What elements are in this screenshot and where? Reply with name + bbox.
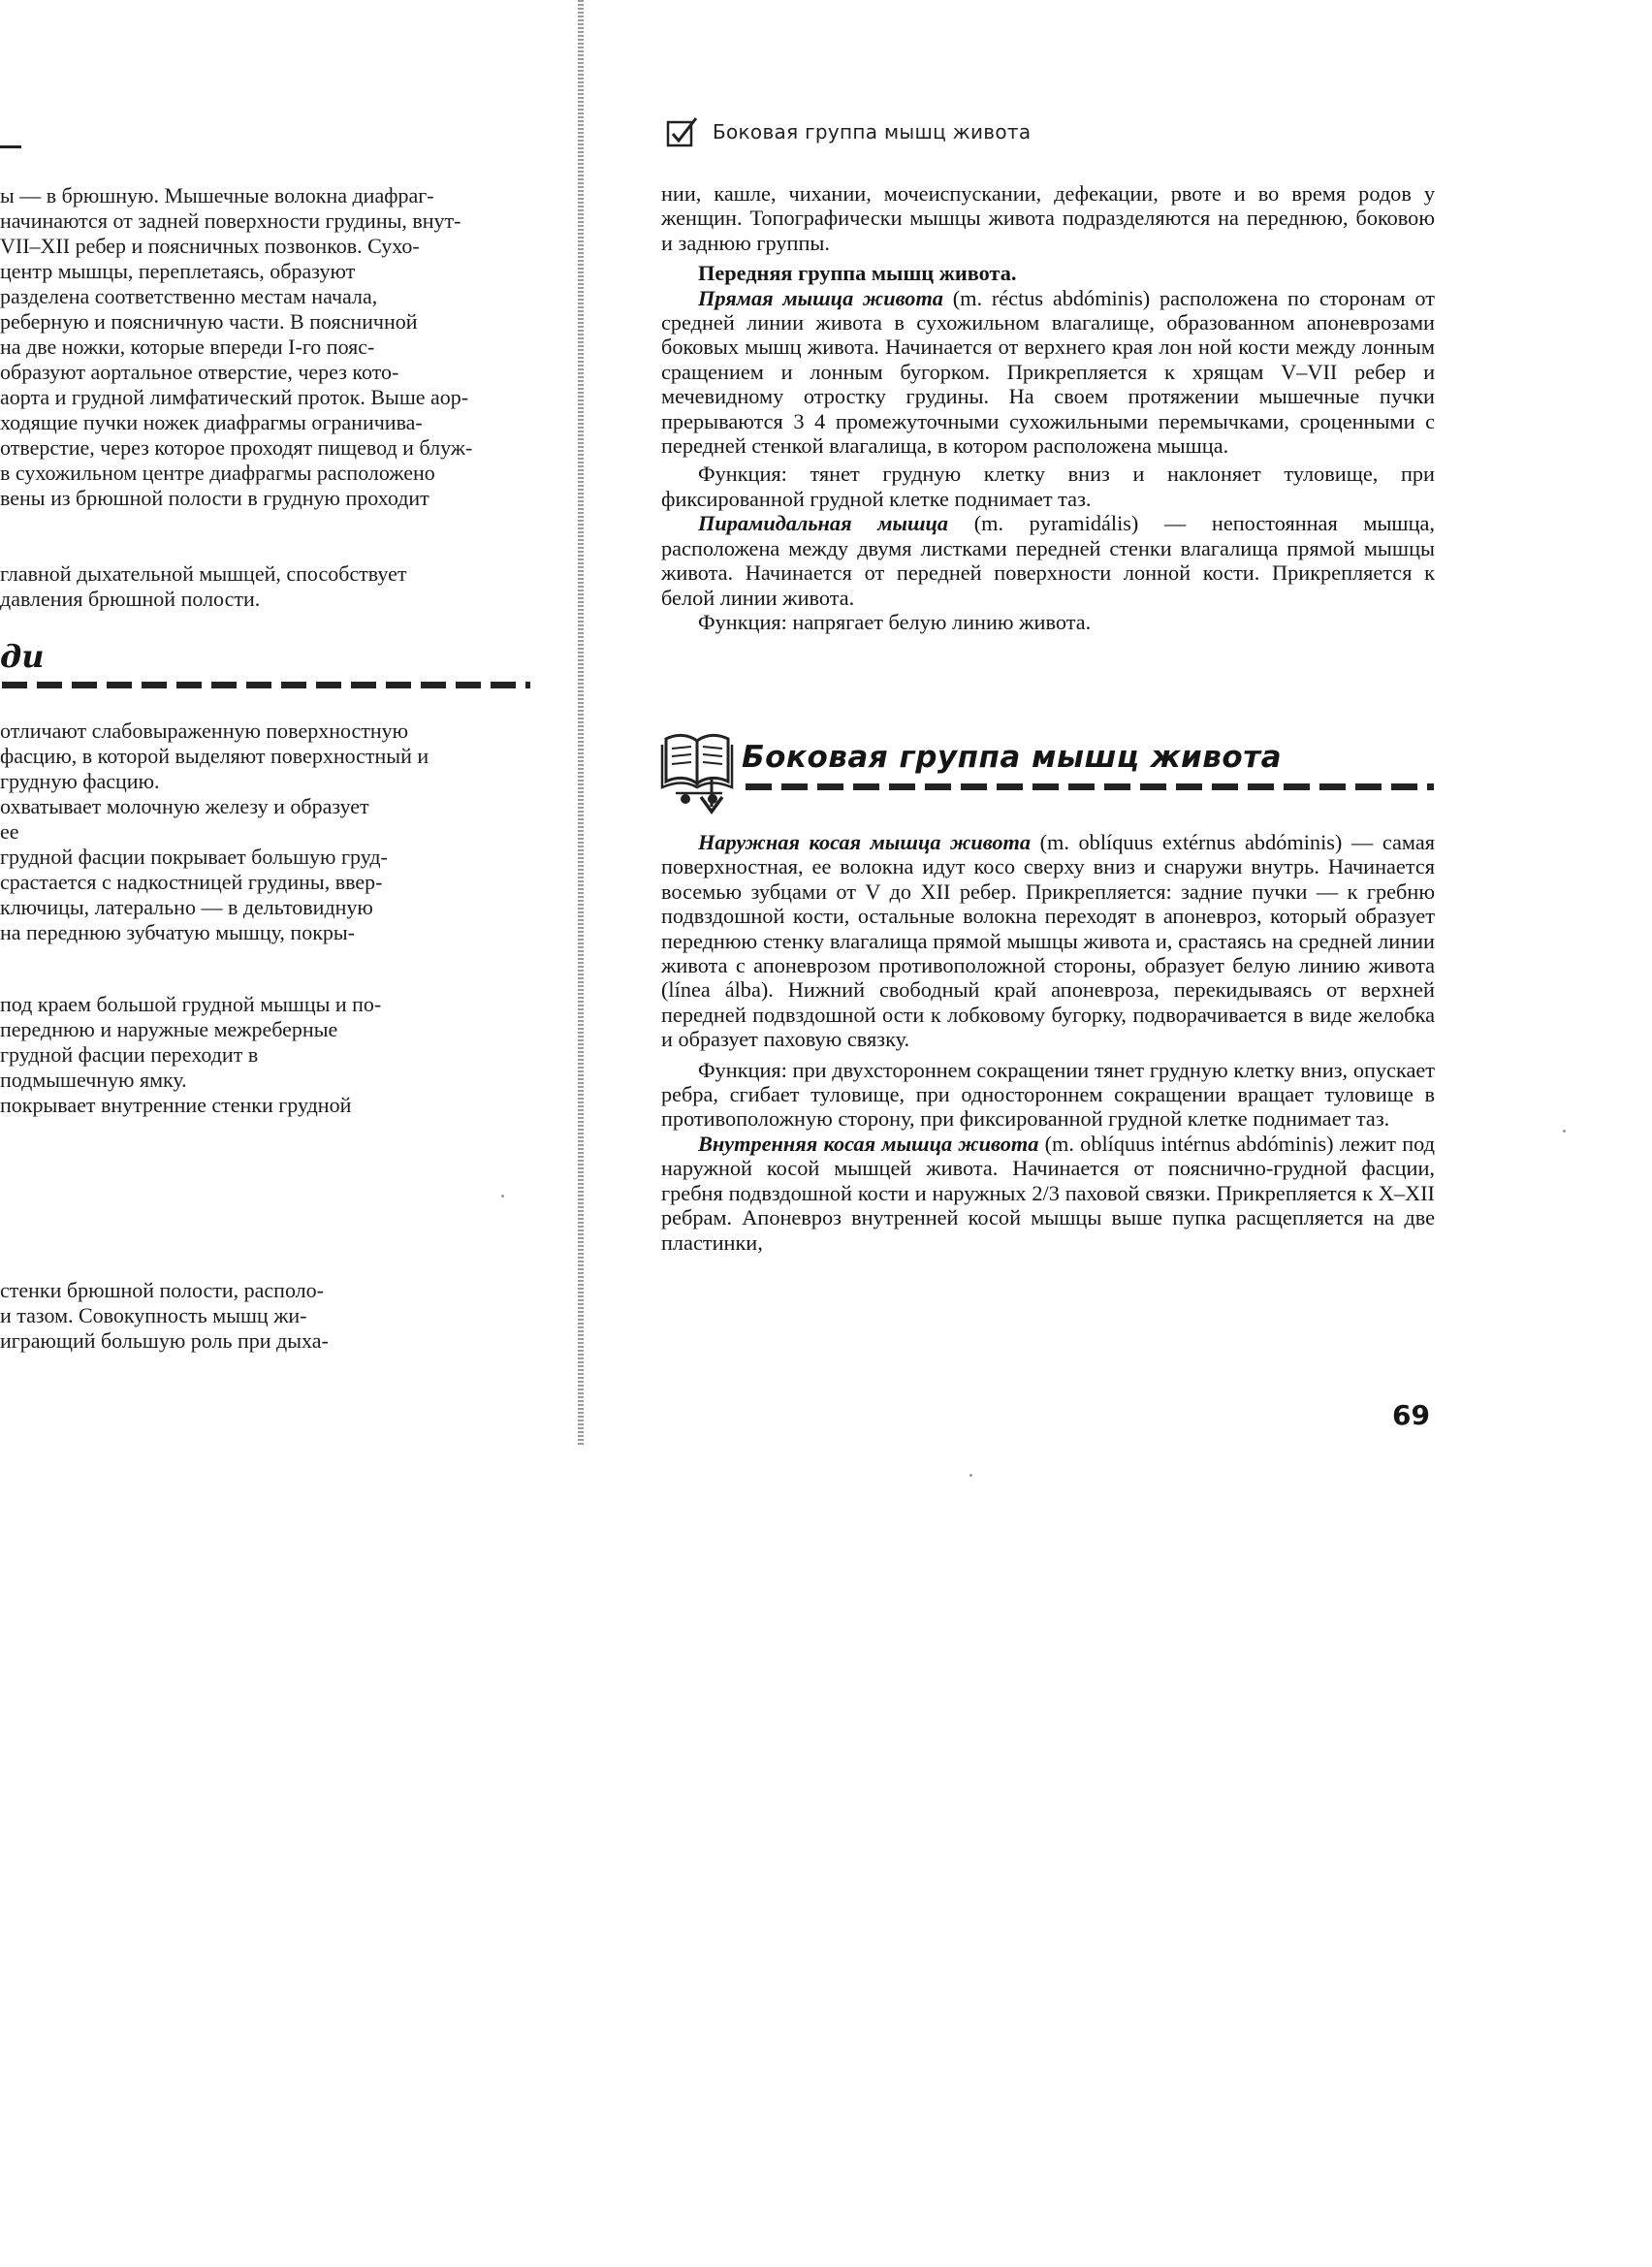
left-page-block-4 bbox=[0, 992, 543, 1118]
left-page-line: вены из брюшной полости в грудную проходит bbox=[0, 486, 429, 510]
corner-rule bbox=[0, 145, 21, 148]
left-page-heading-fragment: ди bbox=[0, 638, 45, 675]
left-page-line: отличают слабовыраженную поверхностную bbox=[0, 718, 409, 743]
pyramidal-text: (m. pyramidális) — непостоянная мышца, расположена между двумя листками передней стенки влагалища прямой мышцы живота. Начинается от передней поверхности лонной кости. Прикрепляется к белой линии живота. bbox=[661, 511, 1435, 610]
section-dashed-rule bbox=[746, 783, 1434, 790]
left-dashed-rule bbox=[2, 682, 530, 688]
left-page-block-2 bbox=[0, 561, 543, 612]
front-group-paragraph bbox=[661, 261, 1435, 285]
left-page-line: аорта и грудной лимфатический проток. Выше аор- bbox=[0, 385, 469, 409]
scan-speck bbox=[501, 1195, 504, 1197]
left-page-line: и тазом. Совокупность мышц жи- bbox=[0, 1303, 307, 1327]
left-page-line: начинаются от задней поверхности грудины, внут- bbox=[0, 208, 461, 233]
rectus-term: Прямая мышца живота bbox=[698, 285, 943, 310]
external-oblique-function: Функция: при двухстороннем сокращении тянет грудную клетку вниз, опускает ребра, сгибает туловище, при одностороннем сокращении вращает туловище в противоположную сторону, при фиксированной грудной клетке поднимает таз. bbox=[661, 1057, 1435, 1132]
left-page-line: давления брюшной полости. bbox=[0, 587, 261, 611]
left-page-line: главной дыхательной мышцей, способствует bbox=[0, 561, 407, 586]
left-page-line: срастается с надкостницей грудины, ввер- bbox=[0, 870, 383, 894]
internal-oblique-text: (m. oblíquus intérnus abdóminis) лежит под наружной косой мышцей живота. Начинается от пояснично-грудной фасции, гребня подвздошной кости и наружных 2/3 паховой связки. Прикрепляется к X–XII ребрам. Апоневроз внутренней косой мышцы выше пупка расщепляется на две пластинки, bbox=[661, 1131, 1435, 1255]
running-header bbox=[666, 116, 1031, 147]
intro-paragraph: нии, кашле, чихании, мочеиспускании, дефекации, рвоте и во время родов у женщин. Топографически мышцы живота подразделяются на переднюю, боковою и заднюю группы. bbox=[661, 181, 1435, 255]
left-page-line: в сухожильном центре диафрагмы расположено bbox=[0, 461, 435, 485]
left-page-line: покрывает внутренние стенки грудной bbox=[0, 1093, 352, 1117]
running-header-title: Боковая группа мышц живота bbox=[713, 120, 1032, 144]
pyramidal-paragraph bbox=[661, 511, 1435, 610]
left-page-line: охватывает молочную железу и образует bbox=[0, 794, 369, 818]
left-page-line: грудной фасции покрывает большую груд- bbox=[0, 845, 388, 869]
scan-speck bbox=[1563, 1130, 1566, 1133]
page-number: 69 bbox=[1392, 1399, 1430, 1431]
internal-oblique-paragraph bbox=[661, 1132, 1435, 1255]
left-page-line: образуют аортальное отверстие, через кото- bbox=[0, 360, 399, 384]
left-page-line: отверстие, через которое проходят пищевод и блуж- bbox=[0, 435, 473, 460]
checkbox-check-icon bbox=[666, 116, 699, 147]
left-page-line: грудную фасцию. bbox=[0, 769, 160, 793]
left-page-line: ы — в брюшную. Мышечные волокна диафраг- bbox=[0, 183, 434, 208]
left-page-line: центр мышцы, переплетаясь, образуют bbox=[0, 259, 356, 283]
left-page-line: ключицы, латерально — в дельтовидную bbox=[0, 895, 373, 919]
rectus-paragraph bbox=[661, 286, 1435, 459]
pyramidal-term: Пирамидальная мышца bbox=[698, 511, 949, 536]
external-oblique-term: Наружная косая мышца живота bbox=[698, 830, 1032, 854]
left-page-line: реберную и поясничную части. В поясничной bbox=[0, 309, 418, 334]
left-page-block-3 bbox=[0, 718, 543, 945]
left-page-line: на две ножки, которые впереди I-го пояс- bbox=[0, 335, 375, 359]
rectus-function: Функция: тянет грудную клетку вниз и наклоняет туловище, при фиксированной грудной клетке поднимает таз. bbox=[661, 462, 1435, 511]
front-group-heading: Передняя группа мышц живота. bbox=[698, 261, 1017, 286]
pyramidal-function: Функция: напрягает белую линию живота. bbox=[698, 609, 1092, 634]
main-column-bottom bbox=[661, 830, 1435, 1255]
left-page-line: ее bbox=[0, 819, 19, 844]
external-oblique-paragraph bbox=[661, 830, 1435, 1052]
left-page-block-1 bbox=[0, 183, 543, 511]
page-binding bbox=[578, 0, 584, 1445]
left-page-line: на переднюю зубчатую мышцу, покры- bbox=[0, 920, 355, 944]
left-page-line: разделена соответственно местам начала, bbox=[0, 284, 378, 308]
left-page-block-5 bbox=[0, 1278, 543, 1354]
external-oblique-text: (m. oblíquus extérnus abdóminis) — самая поверхностная, ее волокна идут косо сверху вниз и снаружи внутрь. Начинается восемью зубцами от V до XII ребер. Прикрепляется: задние пучки — к гребню подвздошной кости, остальные волокна переходят в апоневроз, который образует переднюю стенку влагалища прямой мышцы живота и, срастаясь на средней линии живота с апоневрозом противоположной стороны, образует белую линию живота (línea álba). Нижний свободный край апоневроза, перекидываясь от верхней передней подвздошной ости к лобковому бугорку, подворачивается в виде желобка и образует паховую связку. bbox=[661, 830, 1435, 1052]
section-title: Боковая группа мышц живота bbox=[742, 740, 1283, 775]
rectus-text: (m. réctus abdóminis) расположена по сторонам от средней линии живота в сухожильном влагалище, образованном апоневрозами боковых мышц живота. Начинается от верхнего края лон ной кости между лонным сращением и лонным бугорком. Прикрепляется к хрящам V–VII ребер и мечевидному отростку грудины. На своем протяжении мышечные пучки прерываются 3 4 промежуточными сухожильными перемычками, сроценными с передней стенкой влагалища, в котором расположена мышца. bbox=[661, 285, 1435, 459]
left-page-line: подмышечную ямку. bbox=[0, 1068, 187, 1092]
left-page-line: стенки брюшной полости, располо- bbox=[0, 1278, 324, 1302]
left-page-line: под краем большой грудной мышцы и по- bbox=[0, 992, 382, 1016]
internal-oblique-term: Внутренняя косая мышца живота bbox=[698, 1131, 1039, 1156]
section-heading bbox=[658, 729, 1434, 807]
scan-speck bbox=[969, 1474, 972, 1477]
left-page-line: играющий большую роль при дыха- bbox=[0, 1328, 329, 1353]
left-page-line: ходящие пучки ножек диафрагмы ограничива- bbox=[0, 410, 423, 434]
down-arrow-icon bbox=[698, 780, 725, 814]
left-page-line: VII–XII ребер и поясничных позвонков. Сухо- bbox=[0, 234, 420, 258]
main-column-top bbox=[661, 181, 1435, 634]
left-page-line: переднюю и наружные межреберные bbox=[0, 1017, 338, 1041]
left-page-line: грудной фасции переходит в bbox=[0, 1042, 259, 1067]
left-page-line: фасцию, в которой выделяют поверхностный и bbox=[0, 744, 429, 768]
